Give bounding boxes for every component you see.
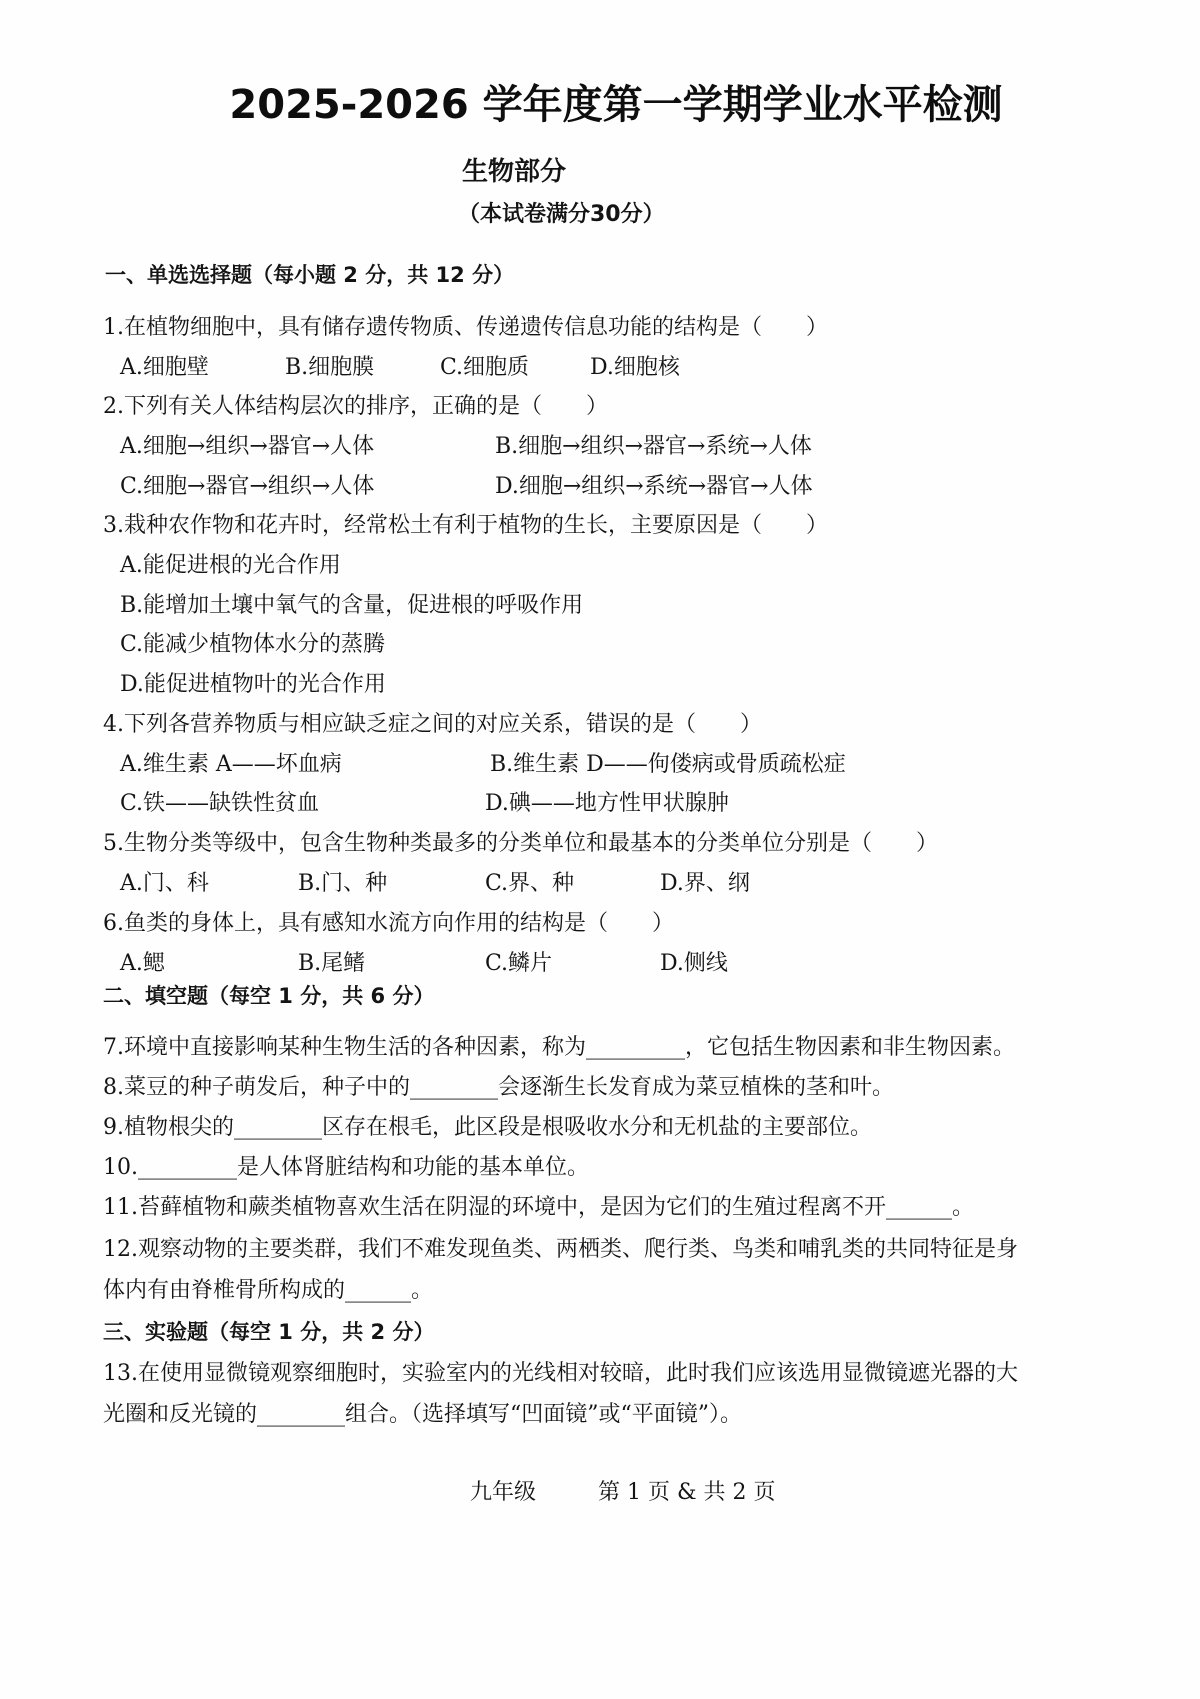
subject-title: 生物部分 xyxy=(462,157,567,187)
option-6-c: C.鳞片 xyxy=(485,951,553,976)
question-12-line-2: 体内有由脊椎骨所构成的______。 xyxy=(103,1278,434,1303)
question-stem-5: 5.生物分类等级中，包含生物种类最多的分类单位和最基本的分类单位分别是（ ） xyxy=(103,831,938,856)
option-4-c: C.铁——缺铁性贫血 xyxy=(120,791,320,816)
question-stem-2: 2.下列有关人体结构层次的排序，正确的是（ ） xyxy=(103,394,608,419)
option-3-d: D.能促进植物叶的光合作用 xyxy=(120,672,386,697)
question-stem-4: 4.下列各营养物质与相应缺乏症之间的对应关系，错误的是（ ） xyxy=(103,712,762,737)
question-9: 9.植物根尖的________区存在根毛，此区段是根吸收水分和无机盐的主要部位。 xyxy=(103,1115,872,1140)
option-2-c: C.细胞→器官→组织→人体 xyxy=(120,474,375,499)
question-10: 10._________是人体肾脏结构和功能的基本单位。 xyxy=(103,1155,589,1180)
question-12-line-1: 12.观察动物的主要类群，我们不难发现鱼类、两栖类、爬行类、鸟类和哺乳类的共同特征是身 xyxy=(103,1237,1018,1262)
section-heading-choice: 一、单选选择题（每小题 2 分，共 12 分） xyxy=(105,263,515,287)
option-1-b: B.细胞膜 xyxy=(285,355,375,380)
footer-page-number: 第 1 页 & 共 2 页 xyxy=(598,1480,776,1505)
option-2-a: A.细胞→组织→器官→人体 xyxy=(120,434,375,459)
question-7: 7.环境中直接影响某种生物生活的各种因素，称为_________，它包括生物因素和非生物因素。 xyxy=(103,1035,1015,1060)
option-1-d: D.细胞核 xyxy=(590,355,680,380)
option-2-d: D.细胞→组织→系统→器官→人体 xyxy=(495,474,813,499)
section-heading-fill-blank: 二、填空题（每空 1 分，共 6 分） xyxy=(103,984,435,1008)
exam-title: 2025-2026 学年度第一学期学业水平检测 xyxy=(229,82,1003,128)
question-11: 11.苔藓植物和蕨类植物喜欢生活在阴湿的环境中，是因为它们的生殖过程离不开______。 xyxy=(103,1195,974,1220)
score-note: （本试卷满分30分） xyxy=(458,202,665,227)
option-6-d: D.侧线 xyxy=(660,951,728,976)
option-5-c: C.界、种 xyxy=(485,871,575,896)
option-6-b: B.尾鳍 xyxy=(298,951,366,976)
question-stem-1: 1.在植物细胞中，具有储存遗传物质、传递遗传信息功能的结构是（ ） xyxy=(103,315,828,340)
option-1-c: C.细胞质 xyxy=(440,355,530,380)
option-4-a: A.维生素 A——坏血病 xyxy=(120,752,342,777)
question-stem-6: 6.鱼类的身体上，具有感知水流方向作用的结构是（ ） xyxy=(103,911,674,936)
option-2-b: B.细胞→组织→器官→系统→人体 xyxy=(495,434,812,459)
option-3-a: A.能促进根的光合作用 xyxy=(120,553,341,578)
option-4-d: D.碘——地方性甲状腺肿 xyxy=(485,791,729,816)
option-6-a: A.鳃 xyxy=(120,951,165,976)
question-13-line-2: 光圈和反光镜的________组合。（选择填写“凹面镜”或“平面镜”）。 xyxy=(103,1402,742,1427)
footer-grade: 九年级 xyxy=(470,1480,537,1505)
option-3-c: C.能减少植物体水分的蒸腾 xyxy=(120,632,386,657)
option-1-a: A.细胞壁 xyxy=(120,355,209,380)
option-5-a: A.门、科 xyxy=(120,871,209,896)
option-5-b: B.门、种 xyxy=(298,871,388,896)
section-heading-experiment: 三、实验题（每空 1 分，共 2 分） xyxy=(103,1320,435,1344)
option-4-b: B.维生素 D——佝偻病或骨质疏松症 xyxy=(490,752,846,777)
option-5-d: D.界、纲 xyxy=(660,871,750,896)
question-stem-3: 3.栽种农作物和花卉时，经常松土有利于植物的生长，主要原因是（ ） xyxy=(103,513,828,538)
option-3-b: B.能增加土壤中氧气的含量，促进根的呼吸作用 xyxy=(120,593,584,618)
question-8: 8.菜豆的种子萌发后，种子中的________会逐渐生长发育成为菜豆植株的茎和叶。 xyxy=(103,1075,894,1100)
question-13-line-1: 13.在使用显微镜观察细胞时，实验室内的光线相对较暗，此时我们应该选用显微镜遮光器的大 xyxy=(103,1361,1018,1386)
